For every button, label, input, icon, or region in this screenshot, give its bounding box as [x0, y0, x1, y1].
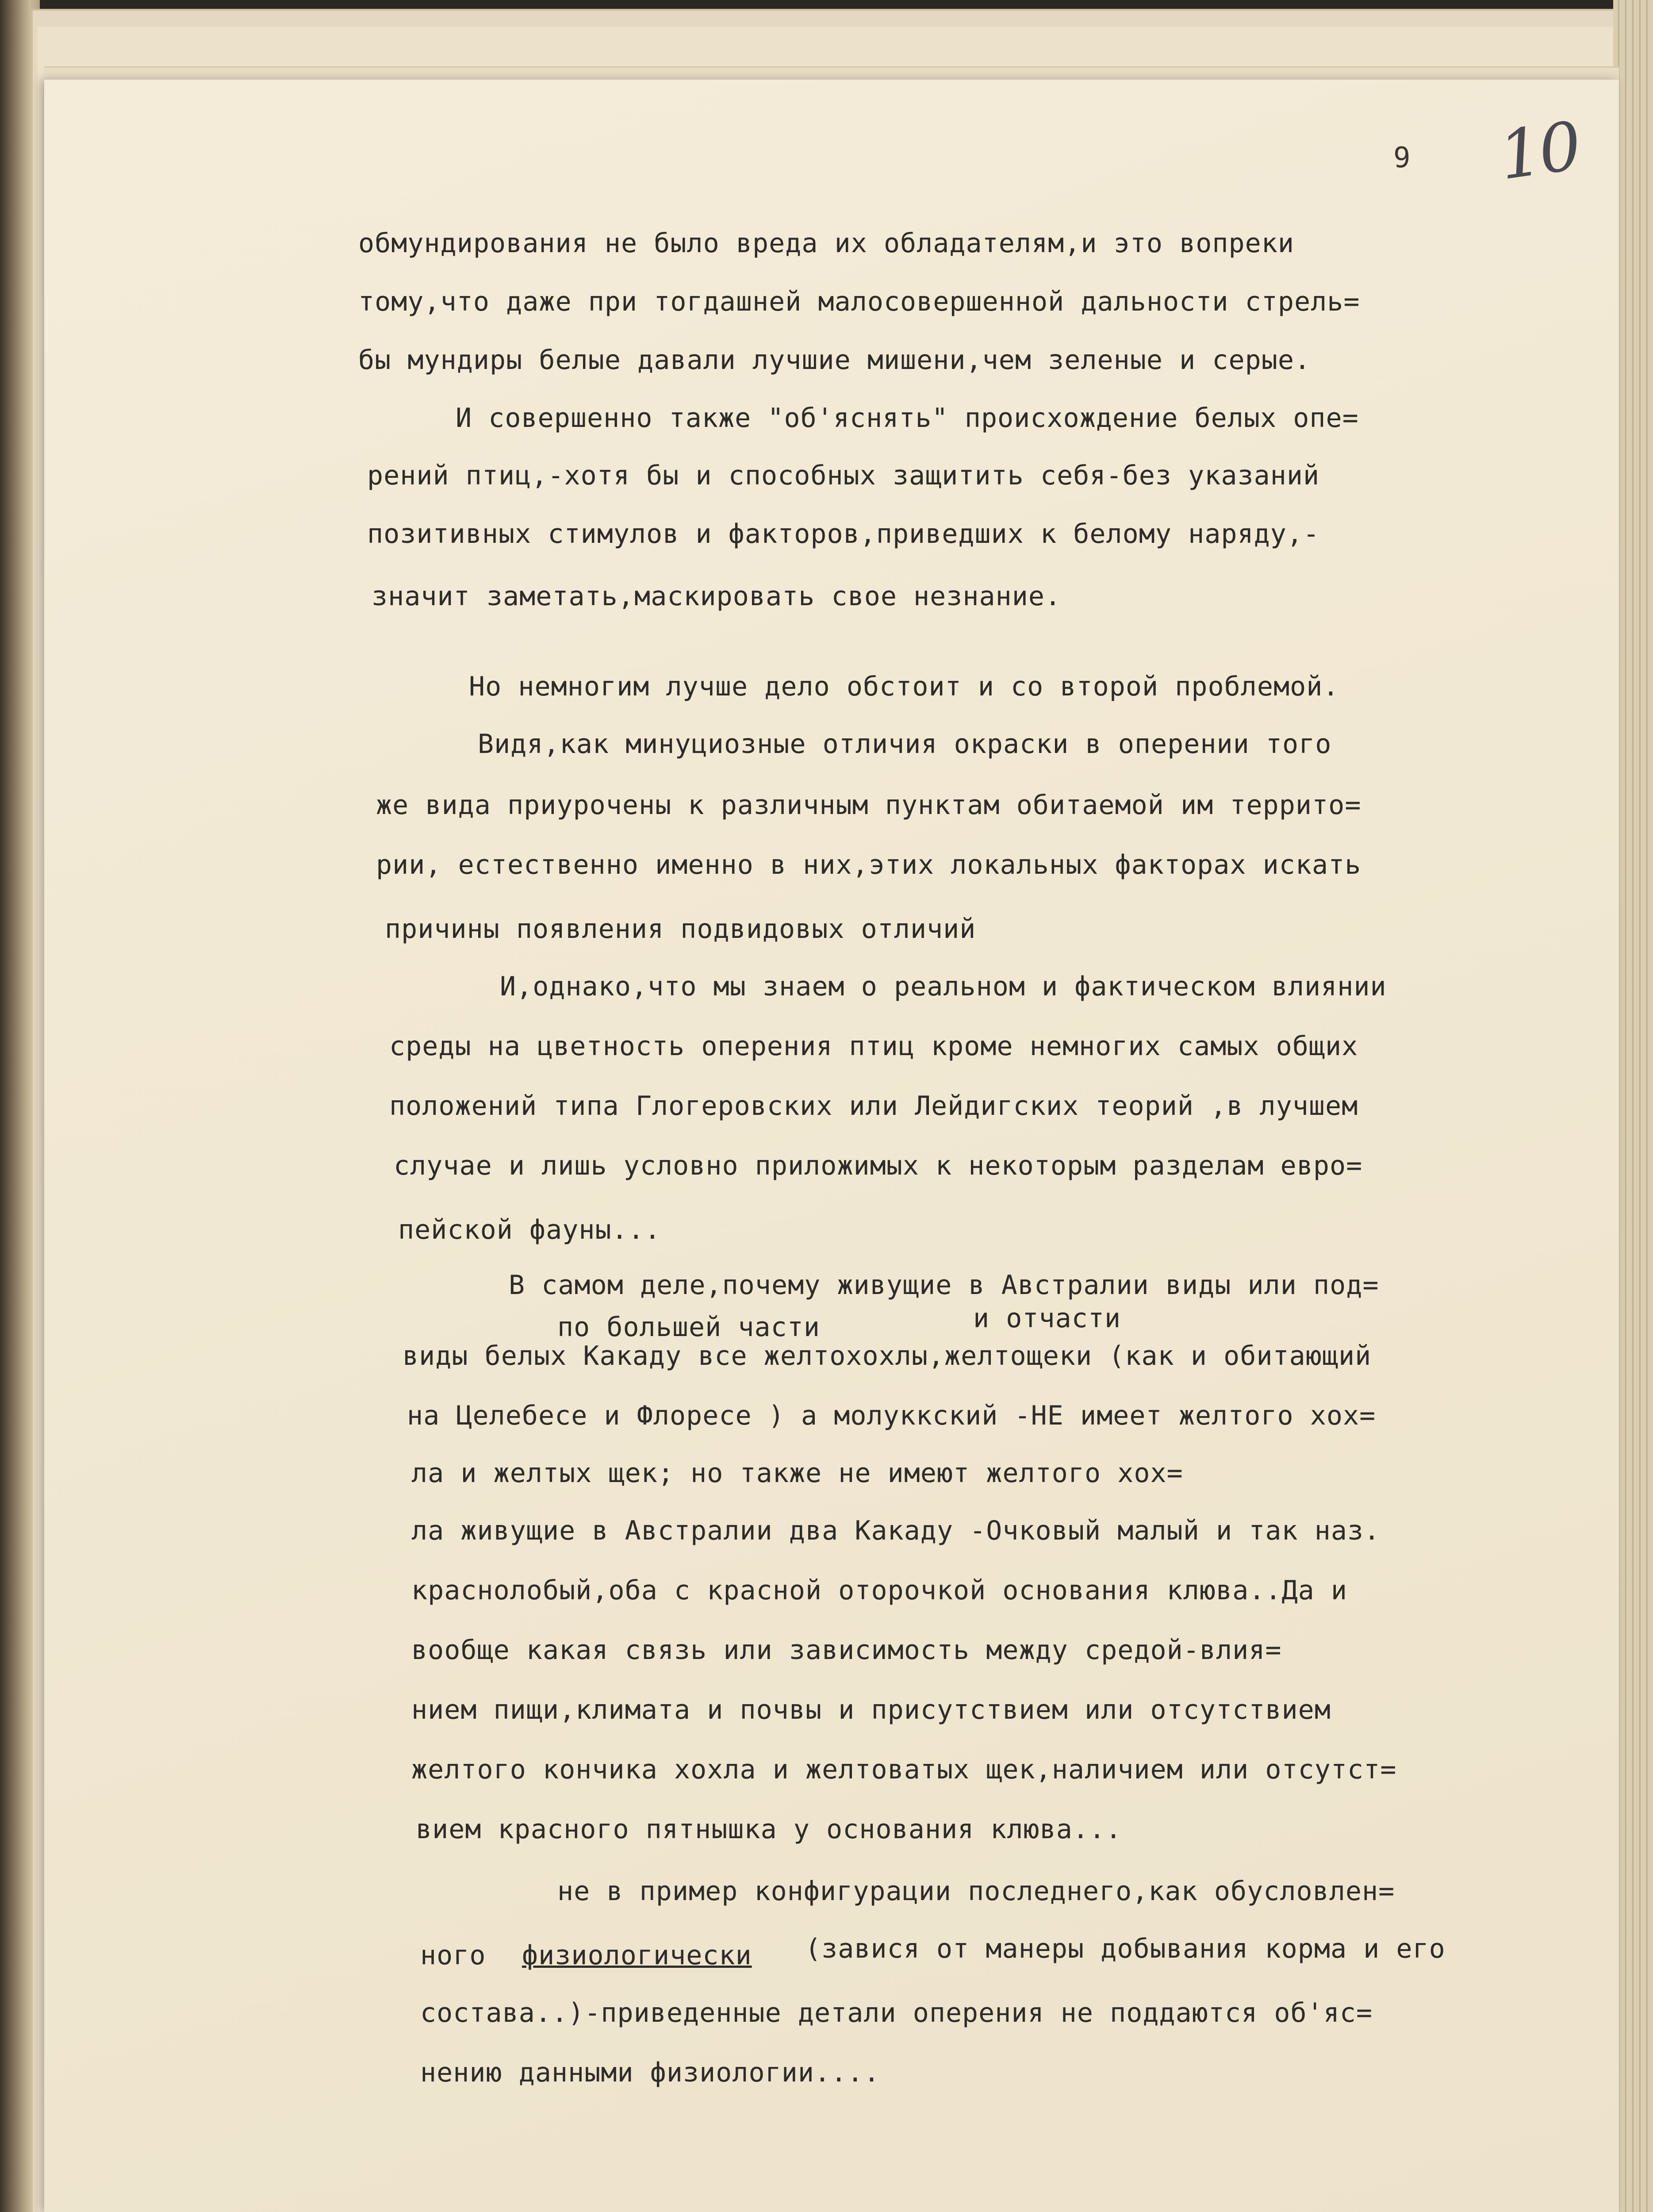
- text-line: желтого кончика хохла и желтоватых щек,наличием или отсутст=: [411, 1754, 1397, 1785]
- text-line: И,однако,что мы знаем о реальном и фактическом влиянии: [500, 971, 1387, 1002]
- text-line: ла и желтых щек; но также не имеют желтого хох=: [411, 1458, 1183, 1489]
- handwritten-page-number: 10: [1494, 108, 1584, 195]
- text-line: положений типа Глогеровских или Лейдигских теорий ,в лучшем: [389, 1091, 1358, 1121]
- text-line: вообще какая связь или зависимость между средой-влия=: [411, 1635, 1282, 1666]
- text-line: нению данными физиологии....: [420, 2057, 880, 2088]
- text-line: не в пример конфигурации последнего,как обусловлен=: [557, 1876, 1395, 1907]
- text-line: обмундирования не было вреда их обладателям,и это вопреки: [358, 228, 1295, 259]
- stacked-pages-edge: [1613, 0, 1653, 2212]
- text-line: позитивных стимулов и факторов,приведших к белому наряду,-: [367, 518, 1320, 549]
- underlined-word: физиологически: [522, 1940, 752, 1971]
- text-line: краснолобый,оба с красной оторочкой основания клюва..Да и: [411, 1575, 1348, 1606]
- text-line: Видя,как минуциозные отличия окраски в оперении того: [478, 729, 1332, 760]
- text-line: пейской фауны...: [398, 1214, 661, 1245]
- text-line: значит заметать,маскировать свое незнание.: [372, 581, 1062, 612]
- text-line: на Целебесе и Флоресе ) а молуккский -НЕ имеет желтого хох=: [407, 1400, 1376, 1431]
- text-line: ла живущие в Австралии два Какаду -Очковый малый и так наз.: [411, 1515, 1381, 1546]
- text-line: В самом деле,почему живущие в Австралии виды или под=: [509, 1270, 1379, 1301]
- text-line: нием пищи,климата и почвы и присутствием или отсутствием: [411, 1694, 1331, 1725]
- interlinear-insertion: и отчасти: [973, 1303, 1121, 1334]
- text-line: рений птиц,-хотя бы и способных защитить себя-без указаний: [367, 460, 1320, 491]
- text-line: бы мундиры белые давали лучшие мишени,чем зеленые и серые.: [358, 345, 1311, 376]
- text-line: виды белых Какаду все желтохохлы,желтощеки (как и обитающий: [403, 1340, 1372, 1371]
- text-line: среды на цветность оперения птиц кроме немногих самых общих: [389, 1031, 1358, 1062]
- text-line: И совершенно также "об'яснять" происхождение белых опе=: [456, 403, 1359, 434]
- text-line: вием красного пятнышка у основания клюва...: [416, 1814, 1122, 1845]
- text-line: (завися от манеры добывания корма и его: [805, 1933, 1446, 1964]
- text-line: же вида приурочены к различным пунктам обитаемой им террито=: [376, 790, 1362, 821]
- interlinear-insertion: по большей части: [557, 1312, 820, 1343]
- text-line: ного: [420, 1940, 486, 1971]
- text-line: причины появления подвидовых отличий: [385, 914, 976, 945]
- text-line: состава..)-приведенные детали оперения не поддаются об'яс=: [420, 1997, 1373, 2028]
- text-line: случае и лишь условно приложимых к некоторым разделам евро=: [394, 1150, 1363, 1181]
- text-line: тому,что даже при тогдашней малосовершенной дальности стрель=: [358, 286, 1360, 317]
- page-number: 9: [1393, 142, 1411, 174]
- text-line: Но немногим лучше дело обстоит и со второй проблемой.: [469, 671, 1339, 702]
- text-line: рии, естественно именно в них,этих локальных факторах искать: [376, 849, 1362, 880]
